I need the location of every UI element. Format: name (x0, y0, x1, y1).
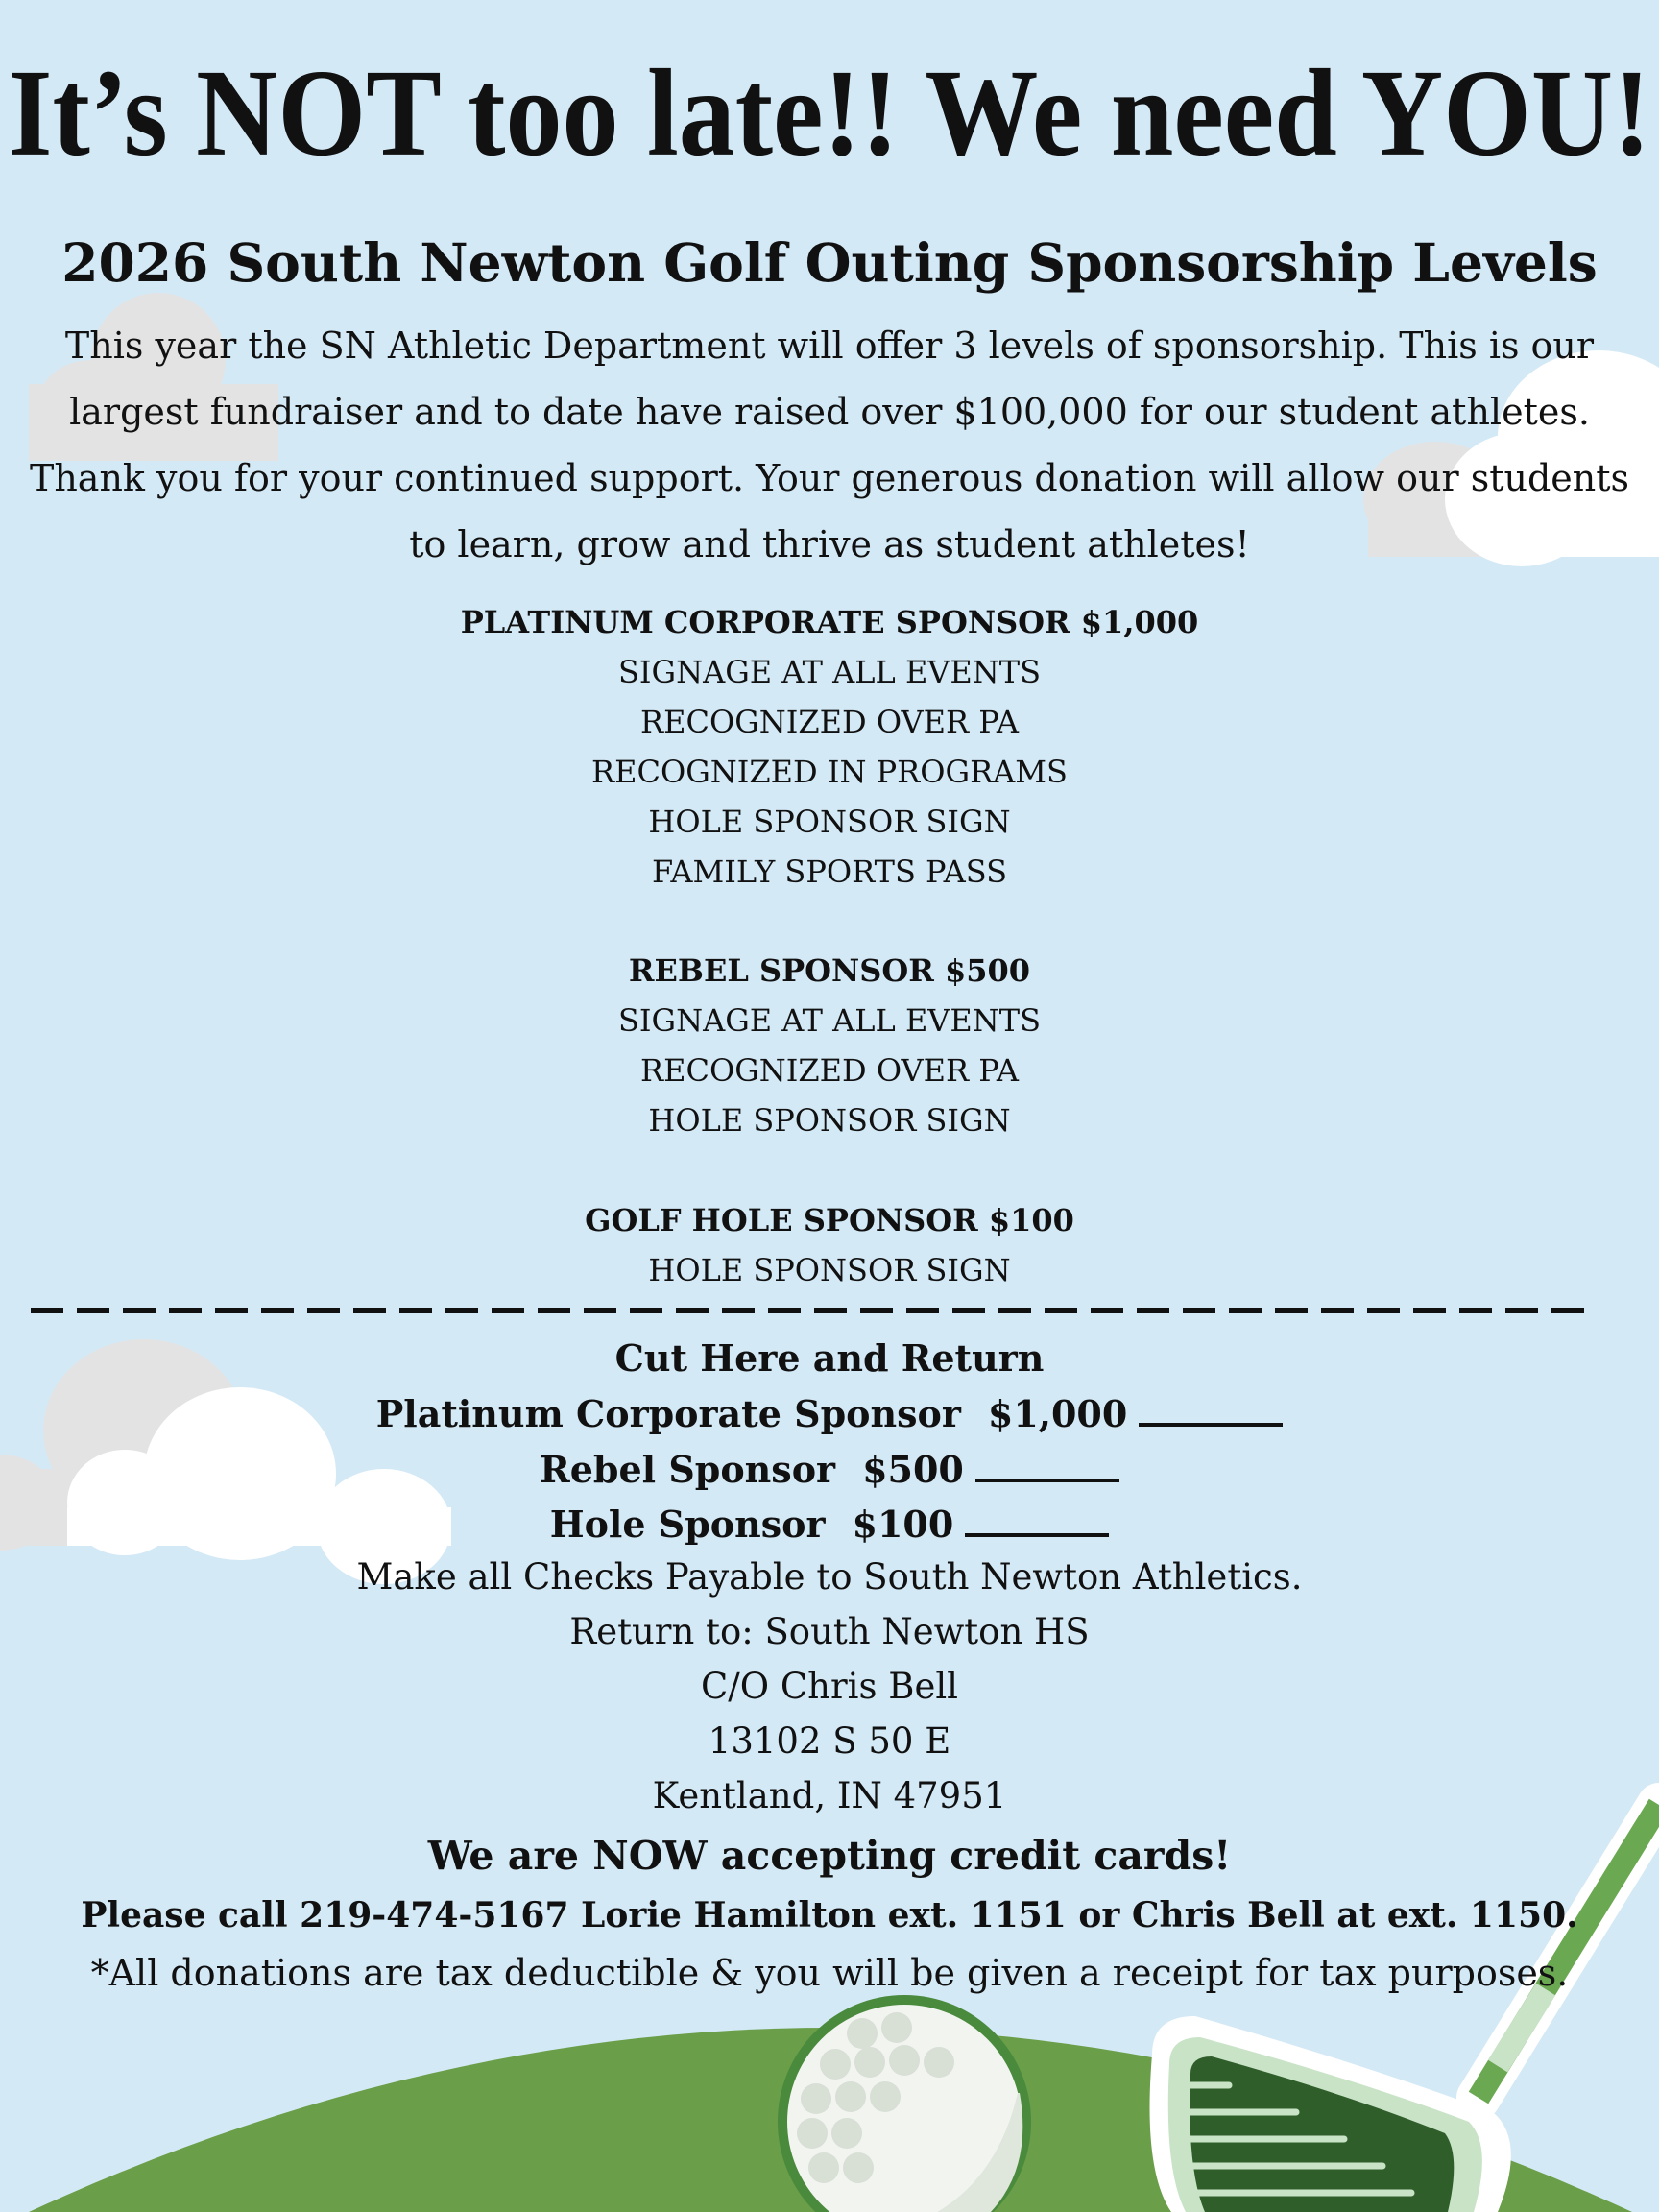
level-benefit: HOLE SPONSOR SIGN (648, 1102, 1011, 1139)
checks-payable-text: Make all Checks Payable to South Newton Athletics. (356, 1556, 1303, 1598)
street-address: 13102 S 50 E (708, 1720, 951, 1762)
form-row-rebel (0, 1442, 1659, 1498)
sponsor-level-rebel (0, 946, 1659, 1145)
form-row-amount: $100 (852, 1503, 954, 1546)
form-row-hole (0, 1497, 1659, 1552)
level-name: PLATINUM CORPORATE SPONSOR $1,000 (460, 604, 1199, 640)
form-blank[interactable] (965, 1504, 1109, 1537)
level-benefit: FAMILY SPORTS PASS (651, 854, 1008, 890)
cut-here-title: Cut Here and Return (614, 1336, 1045, 1380)
level-benefit: SIGNAGE AT ALL EVENTS (617, 654, 1042, 690)
return-to-text: Return to: South Newton HS (569, 1611, 1090, 1652)
level-benefit: RECOGNIZED OVER PA (640, 704, 1019, 740)
tax-deductible-note: *All donations are tax deductible & you will be given a receipt for tax purposes. (90, 1952, 1569, 1994)
sponsor-level-golf-hole (0, 1195, 1659, 1295)
city-state-zip: Kentland, IN 47951 (652, 1775, 1007, 1816)
intro-paragraph: This year the SN Athletic Department will offer 3 levels of sponsorship. This is our largest fundraiser and to date have raised over $100,000 for our student athletes. Thank you for your continued support. Your generous donation will allow our students to learn, grow and thrive as student athletes! (29, 325, 1630, 565)
level-name: GOLF HOLE SPONSOR $100 (585, 1202, 1074, 1238)
sponsor-level-platinum (0, 597, 1659, 897)
level-benefit: HOLE SPONSOR SIGN (648, 1252, 1011, 1288)
form-blank[interactable] (975, 1450, 1119, 1482)
cut-line-divider (31, 1308, 1598, 1313)
form-row-platinum (0, 1386, 1659, 1442)
level-benefit: HOLE SPONSOR SIGN (648, 804, 1011, 840)
form-row-label: Platinum Corporate Sponsor (375, 1392, 961, 1435)
form-row-label: Hole Sponsor (549, 1503, 826, 1546)
phone-contact: Please call 219-474-5167 Lorie Hamilton ext. 1151 or Chris Bell at ext. 1150. (81, 1895, 1578, 1936)
headline: It’s NOT too late!! We need YOU! (8, 43, 1651, 182)
credit-card-notice: We are NOW accepting credit cards! (427, 1833, 1232, 1879)
form-row-amount: $500 (862, 1448, 964, 1491)
form-blank[interactable] (1139, 1394, 1283, 1427)
level-benefit: SIGNAGE AT ALL EVENTS (617, 1002, 1042, 1039)
level-benefit: RECOGNIZED OVER PA (640, 1052, 1019, 1089)
form-row-amount: $1,000 (987, 1392, 1128, 1435)
care-of-text: C/O Chris Bell (700, 1666, 959, 1707)
level-name: REBEL SPONSOR $500 (628, 952, 1031, 989)
level-benefit: RECOGNIZED IN PROGRAMS (591, 754, 1068, 790)
page-title: 2026 South Newton Golf Outing Sponsorship Levels (61, 231, 1598, 294)
form-row-label: Rebel Sponsor (540, 1448, 836, 1491)
